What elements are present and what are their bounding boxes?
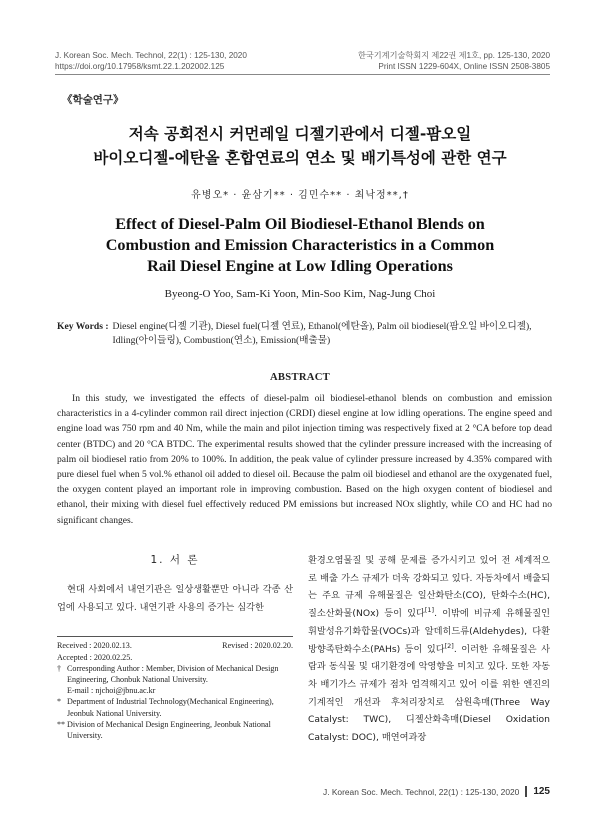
abstract-heading: ABSTRACT [269, 372, 331, 383]
asterisk-mark: * [57, 697, 62, 707]
authors-korean: 유병오* · 윤삼기** · 김민수** · 최낙정**,† [191, 190, 409, 201]
title-english-line: Rail Diesel Engine at Low Idling Operations [147, 257, 453, 275]
doi-link[interactable]: https://doi.org/10.17958/ksmt.22.1.202002.125 [55, 62, 225, 71]
footnote-divider [57, 636, 293, 637]
issn-info: Print ISSN 1229-604X, Online ISSN 2508-3805 [378, 62, 550, 71]
running-footer [323, 786, 550, 797]
intro-text-part: . 이러한 유해물질은 사람과 동식물 및 대기환경에 악영향을 미치고 있다. 또한 자동차 배기가스 규제가 점차 엄격해지고 있어 이를 위한 엔진의 기계적인 개선과 후처리장치로 삼원촉매(Three Way Catalyst: TWC), 디젤산화촉매(Diesel Oxidation Catalyst: DOC), 매연여과장 [308, 643, 550, 744]
citation-ref[interactable]: [2] [444, 641, 454, 650]
accepted-date: Accepted : 2020.02.25. [57, 652, 133, 662]
affiliation-note-2 [57, 719, 293, 741]
page-number: 125 [533, 786, 550, 797]
footnotes [57, 640, 293, 741]
running-header [55, 50, 550, 72]
affiliation-text-1: Department of Industrial Technology(Mechanical Engineering), Jeonbuk National University. [67, 697, 274, 718]
journal-citation: J. Korean Soc. Mech. Technol, 22(1) : 125-130, 2020 [55, 51, 247, 60]
affiliation-note-1 [57, 696, 293, 718]
citation-ref[interactable]: [1] [424, 606, 435, 615]
double-asterisk-mark: ** [57, 719, 66, 729]
title-english-line: Effect of Diesel-Palm Oil Biodiesel-Ethanol Blends on [115, 215, 485, 233]
keywords [57, 320, 552, 348]
header-divider [55, 74, 550, 75]
footer-citation: J. Korean Soc. Mech. Technol, 22(1) : 125-130, 2020 [323, 786, 520, 797]
title-english [40, 214, 560, 277]
intro-text-part: . 이밖에 비규제 유해물질인 휘발성유기화합물(VOCs)과 알데히드류(Aldehydes), 다환방향족탄화수소(PAHs) 등이 있다 [308, 608, 550, 655]
intro-text-part: 환경오염물질 및 공해 문제를 증가시키고 있어 전 세계적으로 배출 가스 규제가 더욱 강화되고 있다. 자동차에서 배출되는 주요 규제 유해물질은 일산화탄소(CO), 탄화수소(HC), 질소산화물(NOx) 등이 있다 [308, 555, 550, 620]
author-email[interactable]: E-mail : njchoi@jbnu.ac.kr [67, 686, 156, 696]
title-korean-line: 저속 공회전시 커먼레일 디젤기관에서 디젤-팜오일 [128, 125, 472, 143]
journal-citation-ko: 한국기계기술학회지 제22권 제1호, pp. 125-130, 2020 [357, 51, 550, 60]
title-english-line: Combustion and Emission Characteristics in a Common [105, 236, 495, 254]
section-heading-introduction: 1. 서 론 [150, 554, 200, 566]
title-korean [40, 122, 560, 170]
keywords-label: Key Words : [57, 321, 109, 332]
keywords-text: Diesel engine(디젤 기관), Diesel fuel(디젤 연료), Ethanol(에탄올), Palm oil biodiesel(팜오일 바이오디젤), Idling(아이들링), Combustion(연소), Emission(배출물) [112, 321, 532, 346]
received-date: Received : 2020.02.13. [57, 641, 132, 651]
title-korean-line: 바이오디젤-에탄올 혼합연료의 연소 및 배기특성에 관한 연구 [93, 149, 507, 167]
right-column [308, 552, 550, 747]
intro-paragraph-right [308, 552, 550, 747]
authors-english: Byeong-O Yoo, Sam-Ki Yoon, Min-Soo Kim, Nag-Jung Choi [164, 288, 436, 300]
left-column [57, 552, 293, 741]
corresponding-author-note [57, 663, 293, 697]
dagger-mark: † [57, 663, 62, 673]
section-tag: 《학술연구》 [62, 94, 124, 106]
corresponding-author-text: Corresponding Author : Member, Division of Mechanical Design Engineering, Chonbuk National University. [67, 663, 279, 685]
intro-paragraph-left: 현대 사회에서 내연기관은 일상생활뿐만 아니라 각종 산업에 사용되고 있다. 내연기관 사용의 증가는 심각한 [57, 584, 293, 613]
abstract-text: In this study, we investigated the effects of diesel-palm oil biodiesel-ethanol blends on combustion and emission characteristics in a 4-cylinder common rail direct injection (CRDI) diesel engine at low idling operations. The engine speed and engine load was 750 rpm and 40 Nm, while the main and pilot injection timing was respectively fixed at 2 °CA before top dead center (BTDC) and 20 °CA BTDC. The experimental results showed that the cylinder pressure increased with the increasing of palm oil biodiesel ratio from 20% to 100%. In addition, the peak value of cylinder pressure increased by 4.35% compared with pure diesel fuel when 5 vol.% ethanol oil added to diesel oil. Because the palm oil biodiesel and ethanol are the oxygenated fuel, the oxygen content played an important role in improving combustion. Based on the high oxygen content of biodiesel and ethanol, their mixing with diesel fuel effectively reduced PM emissions but increased NOx slightly, while CO and HC had no significant changes. [57, 393, 552, 526]
revised-date: Revised : 2020.02.20. [222, 641, 293, 651]
footer-divider [525, 786, 527, 797]
affiliation-text-2: Division of Mechanical Design Engineering, Jeonbuk National University. [67, 719, 271, 741]
